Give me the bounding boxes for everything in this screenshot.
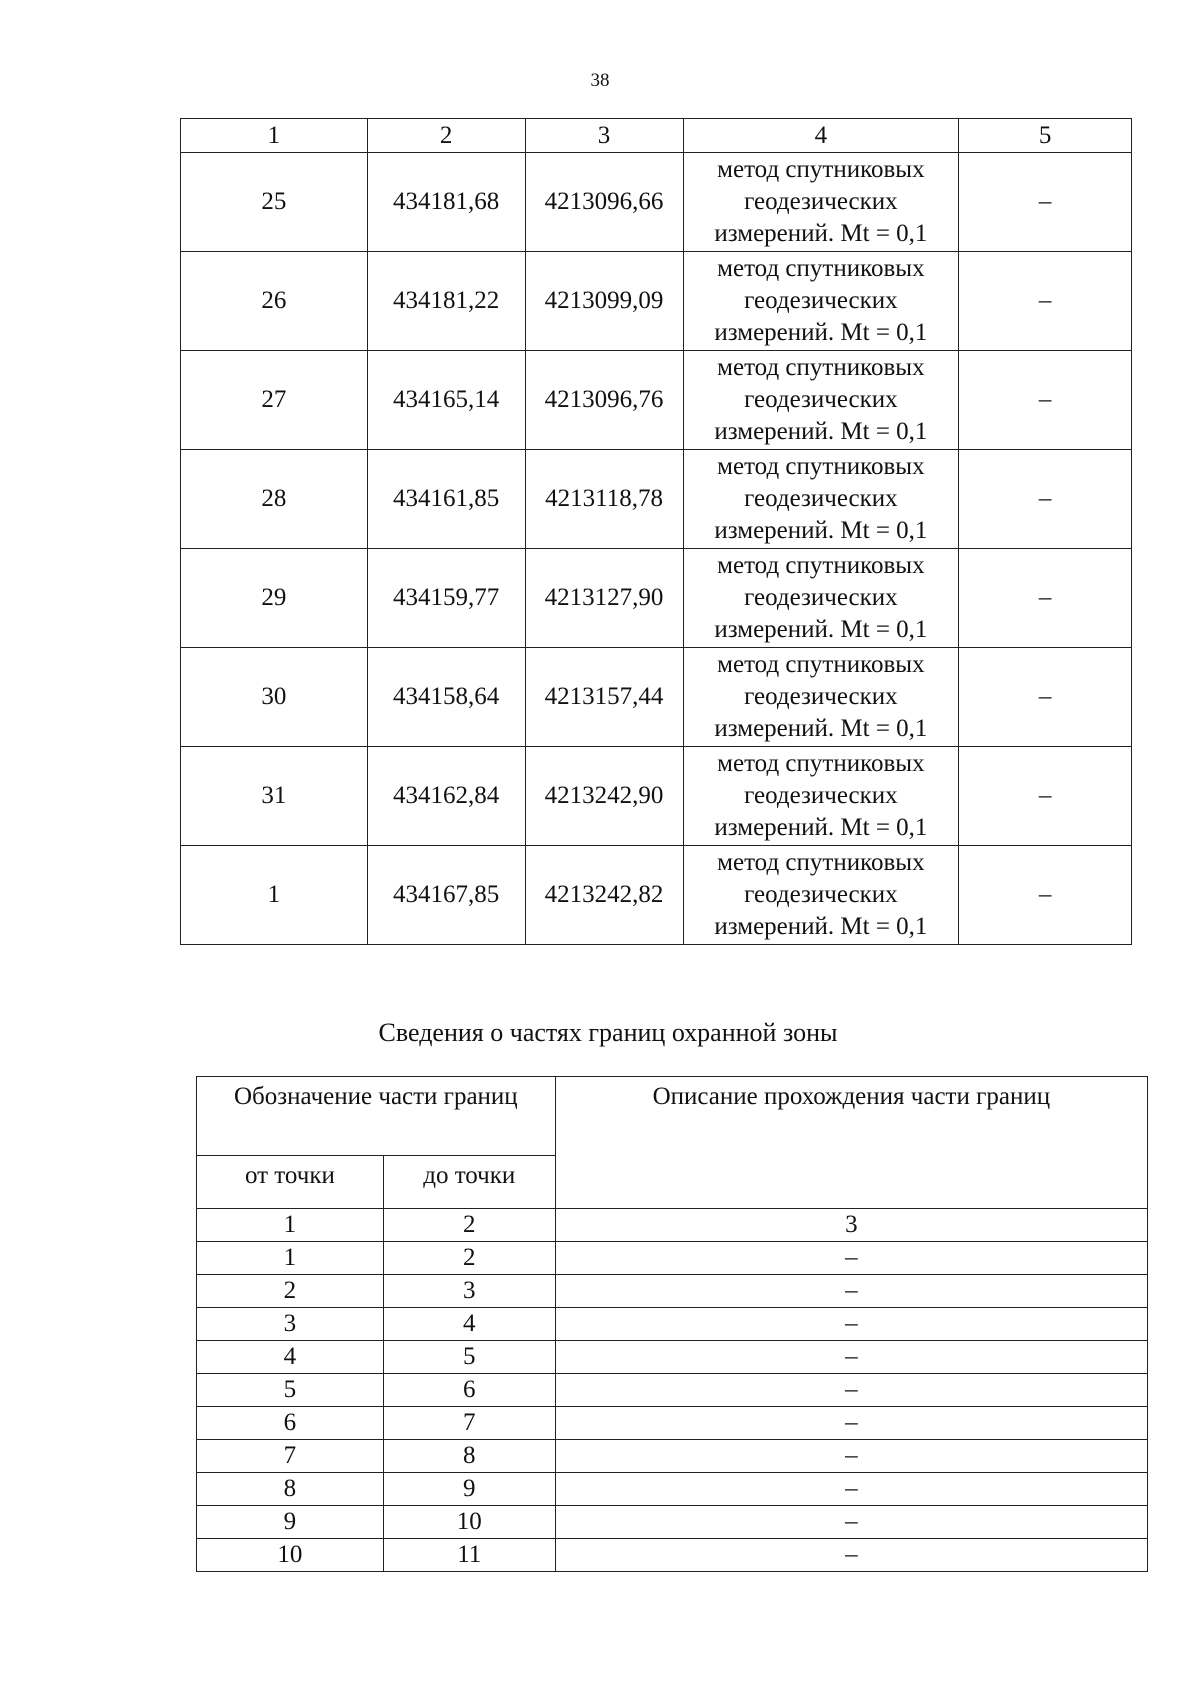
y-coordinate-cell: 4213157,44	[525, 648, 683, 747]
note-cell: –	[959, 648, 1132, 747]
x-coordinate-cell: 434181,22	[367, 252, 525, 351]
point-number-cell: 30	[181, 648, 368, 747]
method-line: метод спутниковых	[717, 651, 925, 678]
description-header: Описание прохождения части границ	[555, 1077, 1147, 1209]
method-line: измерений. Mt = 0,1	[714, 715, 928, 742]
method-line: метод спутниковых	[717, 750, 925, 777]
method-line: метод спутниковых	[717, 849, 925, 876]
note-cell: –	[959, 846, 1132, 945]
method-cell	[683, 846, 959, 945]
section-title: Сведения о частях границ охранной зоны	[378, 1018, 838, 1047]
to-point-cell: 9	[383, 1473, 555, 1506]
method-cell	[683, 549, 959, 648]
method-line: метод спутниковых	[717, 453, 925, 480]
table-row	[197, 1242, 1148, 1275]
description-cell: –	[555, 1506, 1147, 1539]
column-number: 1	[197, 1209, 384, 1242]
table-row	[197, 1374, 1148, 1407]
from-point-cell: 4	[197, 1341, 384, 1374]
table-row	[197, 1473, 1148, 1506]
to-point-cell: 5	[383, 1341, 555, 1374]
method-line: метод спутниковых	[717, 156, 925, 183]
from-point-cell: 3	[197, 1308, 384, 1341]
to-point-cell: 11	[383, 1539, 555, 1572]
to-point-cell: 2	[383, 1242, 555, 1275]
to-point-cell: 4	[383, 1308, 555, 1341]
y-coordinate-cell: 4213096,66	[525, 153, 683, 252]
method-line: измерений. Mt = 0,1	[714, 220, 928, 247]
method-line: геодезических	[744, 683, 898, 710]
x-coordinate-cell: 434161,85	[367, 450, 525, 549]
description-cell: –	[555, 1374, 1147, 1407]
description-cell: –	[555, 1407, 1147, 1440]
method-line: метод спутниковых	[717, 552, 925, 579]
method-line: геодезических	[744, 881, 898, 908]
description-cell: –	[555, 1275, 1147, 1308]
description-cell: –	[555, 1242, 1147, 1275]
method-cell	[683, 747, 959, 846]
column-number: 1	[181, 119, 368, 153]
table-row	[181, 648, 1132, 747]
method-cell	[683, 648, 959, 747]
point-number-cell: 27	[181, 351, 368, 450]
x-coordinate-cell: 434162,84	[367, 747, 525, 846]
method-line: метод спутниковых	[717, 255, 925, 282]
parts-column-number-row	[197, 1209, 1148, 1242]
from-point-cell: 5	[197, 1374, 384, 1407]
x-coordinate-cell: 434165,14	[367, 351, 525, 450]
column-number: 3	[525, 119, 683, 153]
table-row	[197, 1539, 1148, 1572]
table-row	[197, 1440, 1148, 1473]
description-cell: –	[555, 1308, 1147, 1341]
x-coordinate-cell: 434158,64	[367, 648, 525, 747]
point-number-cell: 26	[181, 252, 368, 351]
table-row	[197, 1341, 1148, 1374]
y-coordinate-cell: 4213118,78	[525, 450, 683, 549]
method-line: геодезических	[744, 782, 898, 809]
column-number: 4	[683, 119, 959, 153]
from-point-header: от точки	[197, 1156, 384, 1209]
table-row	[181, 747, 1132, 846]
table-row	[181, 351, 1132, 450]
description-cell: –	[555, 1473, 1147, 1506]
method-line: измерений. Mt = 0,1	[714, 319, 928, 346]
column-number: 2	[367, 119, 525, 153]
method-cell	[683, 252, 959, 351]
method-line: метод спутниковых	[717, 354, 925, 381]
table-row	[197, 1407, 1148, 1440]
method-line: измерений. Mt = 0,1	[714, 418, 928, 445]
y-coordinate-cell: 4213096,76	[525, 351, 683, 450]
designation-header: Обозначение части границ	[197, 1077, 556, 1156]
to-point-cell: 10	[383, 1506, 555, 1539]
method-line: геодезических	[744, 485, 898, 512]
table-row	[197, 1275, 1148, 1308]
x-coordinate-cell: 434159,77	[367, 549, 525, 648]
from-point-cell: 6	[197, 1407, 384, 1440]
page-number: 38	[590, 70, 610, 91]
to-point-header: до точки	[383, 1156, 555, 1209]
method-cell	[683, 450, 959, 549]
column-number: 5	[959, 119, 1132, 153]
note-cell: –	[959, 450, 1132, 549]
to-point-cell: 6	[383, 1374, 555, 1407]
note-cell: –	[959, 252, 1132, 351]
point-number-cell: 28	[181, 450, 368, 549]
from-point-cell: 7	[197, 1440, 384, 1473]
method-line: измерений. Mt = 0,1	[714, 616, 928, 643]
method-line: геодезических	[744, 287, 898, 314]
note-cell: –	[959, 549, 1132, 648]
description-cell: –	[555, 1539, 1147, 1572]
table-row	[181, 549, 1132, 648]
method-line: измерений. Mt = 0,1	[714, 913, 928, 940]
method-line: геодезических	[744, 584, 898, 611]
boundary-parts-table	[196, 1076, 1148, 1572]
table-row	[197, 1506, 1148, 1539]
table-row	[181, 153, 1132, 252]
method-line: геодезических	[744, 188, 898, 215]
point-number-cell: 25	[181, 153, 368, 252]
point-number-cell: 31	[181, 747, 368, 846]
column-number: 3	[555, 1209, 1147, 1242]
table-row	[181, 450, 1132, 549]
method-cell	[683, 351, 959, 450]
note-cell: –	[959, 351, 1132, 450]
method-cell	[683, 153, 959, 252]
note-cell: –	[959, 153, 1132, 252]
note-cell: –	[959, 747, 1132, 846]
to-point-cell: 3	[383, 1275, 555, 1308]
from-point-cell: 10	[197, 1539, 384, 1572]
y-coordinate-cell: 4213127,90	[525, 549, 683, 648]
from-point-cell: 2	[197, 1275, 384, 1308]
description-cell: –	[555, 1341, 1147, 1374]
y-coordinate-cell: 4213099,09	[525, 252, 683, 351]
y-coordinate-cell: 4213242,90	[525, 747, 683, 846]
table-row	[181, 252, 1132, 351]
description-cell: –	[555, 1440, 1147, 1473]
x-coordinate-cell: 434167,85	[367, 846, 525, 945]
table-row	[181, 846, 1132, 945]
point-number-cell: 1	[181, 846, 368, 945]
point-number-cell: 29	[181, 549, 368, 648]
from-point-cell: 9	[197, 1506, 384, 1539]
to-point-cell: 8	[383, 1440, 555, 1473]
method-line: геодезических	[744, 386, 898, 413]
method-line: измерений. Mt = 0,1	[714, 814, 928, 841]
x-coordinate-cell: 434181,68	[367, 153, 525, 252]
column-number: 2	[383, 1209, 555, 1242]
y-coordinate-cell: 4213242,82	[525, 846, 683, 945]
to-point-cell: 7	[383, 1407, 555, 1440]
table-row	[197, 1308, 1148, 1341]
from-point-cell: 1	[197, 1242, 384, 1275]
coordinates-table	[180, 118, 1132, 945]
from-point-cell: 8	[197, 1473, 384, 1506]
coordinates-table-header-row	[181, 119, 1132, 153]
method-line: измерений. Mt = 0,1	[714, 517, 928, 544]
